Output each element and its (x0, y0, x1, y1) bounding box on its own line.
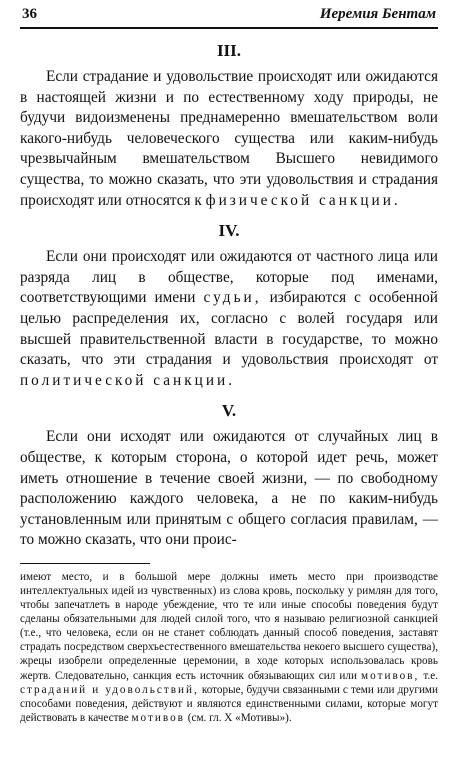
running-title-author: Иеремия Бентам (319, 6, 436, 22)
section-heading-iii: III. (216, 41, 242, 60)
section-heading-v: V. (221, 401, 237, 421)
emphasis-judges: судьи, (203, 289, 262, 307)
emphasis-political-sanction: политической санкции. (20, 371, 236, 389)
running-header (20, 6, 438, 27)
footnote-text: имеют место, и в большой мере должны иметь место при производстве интеллектуальных идей из чувственных) из слова кровь, поскольку у римлян для того, чтобы запечатлеть в народе убеждение, что те или иные способы поведения будут сделаны обязательными для людей силой того, что я называю религиозной санкцией (т.е., что человека, если он не станет соблюдать данный способ поведения, заставят страдать посредством сверхъестественного вмешательства некоего высшего существа), жрецы изобрели определенные церемонии, в ходе которых использовалась кровь жертв. Следовательно, санкция есть источник обязывающих сил или мотивов, т.е. страданий и удовольствий, которые, будучи связанными с теми или другими способами поведения, действуют и являются единственными силами, которые могут действовать в качестве мотивов (см. гл. X «Мотивы»). (20, 570, 439, 724)
emphasis-physical-sanction: физической санкции. (205, 191, 401, 209)
section-iv-paragraph: Если они происходят или ожидаются от частного лица или разряда лиц в обществе, которые под именами, соответствующими имени судьи, избираются с особенной целью распределения их, согласно с волей государя или высшей правительственной власти в государстве, то можно сказать, что эти страдания и удовольствия происходят от политической санкции. (20, 248, 438, 389)
page-number: 36 (22, 6, 37, 22)
section-iii-paragraph: Если страдание и удовольствие происходят или ожидаются в настоящей жизни и по естественному ходу природы, не будучи видоизменены преднамеренно вмешательством воли какого-нибудь человеческого существа или каким-нибудь чрезвычайным вмешательством Высшего невидимого существа, то можно сказать, что эти удовольствия и страдания происходят или относятся к физической санкции. (20, 68, 438, 209)
footnote-rule (20, 563, 150, 564)
section-heading-iv: IV. (218, 221, 240, 241)
header-rule (20, 27, 438, 29)
section-v-paragraph: Если они исходят или ожидаются от случайных лиц в обществе, к которым сторона, о которой идет речь, может иметь отношение в течение своей жизни, — по свободному расположению каждого человека, а не по каким-нибудь установленным или принятым с общего согласия правилам, — то можно сказать, что они проис- (20, 428, 438, 549)
